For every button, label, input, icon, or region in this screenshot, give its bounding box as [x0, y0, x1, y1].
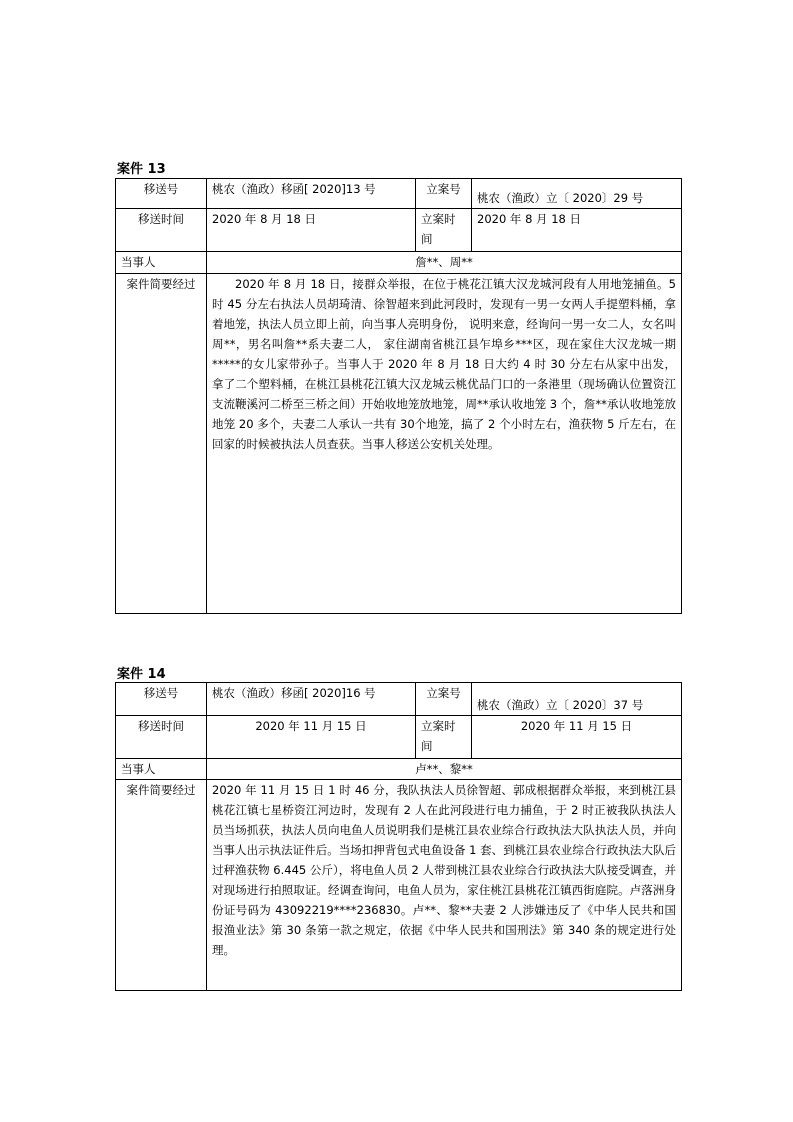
case14-title: 案件 14	[117, 667, 166, 682]
case13-party: 詹**、周**	[207, 252, 682, 274]
case13-filing-time-label-1: 立案时	[421, 212, 456, 226]
case14-summary: 2020 年 11 月 15 日 1 时 46 分，我队执法人员徐智超、郭成根据群众举报，来到桃江县桃花江镇七星桥资江河边时，发现有 2 人在此河段进行电力捕鱼，于 2 时正被我队执法人员当场抓获，执法人员向电鱼人员说明我们是桃江县农业综合行政执法大队执法人员，并向当事人出示执法证件后。当场扣押背包式电鱼设备 1 套、到桃江县农业综合行政执法大队后过秤渔获物 6.445 公斤），将电鱼人员 2 人带到桃江县农业综合行政执法大队接受调查，并对现场进行拍照取证。经调查询问，电鱼人员为，家住桃江县桃花江镇西街庭院。卢落洲身份证号码为 43092219****236830。卢**、黎**夫妻 2 人涉嫌违反了《中华人民共和国报渔业法》第 30 条第一款之规定，依据《中华人民共和国刑法》第 340 条的规定进行处理。	[207, 780, 682, 991]
case14-transfer-time: 2020 年 11 月 15 日	[207, 716, 416, 759]
case14-transfer-no-label: 移送号	[116, 683, 207, 716]
case13-transfer-time-label: 移送时间	[116, 209, 207, 252]
case14-filing-time-label	[416, 716, 472, 759]
case13-party-label: 当事人	[116, 252, 207, 274]
case14-transfer-no: 桃农（渔政）移函[ 2020]16 号	[207, 683, 416, 716]
case14-filing-no: 桃农（渔政）立〔 2020〕37 号	[472, 683, 682, 716]
case13-transfer-time: 2020 年 8 月 18 日	[207, 209, 416, 252]
case13-filing-time-label	[416, 209, 472, 252]
case14-transfer-time-label: 移送时间	[116, 716, 207, 759]
case14-filing-time-label-2: 间	[421, 739, 433, 753]
case13-transfer-no: 桃农（渔政）移函[ 2020]13 号	[207, 179, 416, 209]
case13-table	[115, 178, 682, 614]
case13-summary-label: 案件简要经过	[116, 274, 207, 614]
case13-filing-no: 桃农（渔政）立〔 2020〕29 号	[472, 179, 682, 209]
case13-filing-no-label: 立案号	[416, 179, 472, 209]
case13-filing-time-label-2: 间	[421, 232, 433, 246]
case14-filing-time-label-1: 立案时	[421, 719, 456, 733]
case14-filing-time: 2020 年 11 月 15 日	[472, 716, 682, 759]
case14-filing-no-label: 立案号	[416, 683, 472, 716]
case13-filing-time: 2020 年 8 月 18 日	[472, 209, 682, 252]
case14-party: 卢**、黎**	[207, 759, 682, 780]
case14-summary-label: 案件简要经过	[116, 780, 207, 991]
case14-party-label: 当事人	[116, 759, 207, 780]
case14-table	[115, 682, 682, 991]
case13-summary: 2020 年 8 月 18 日，接群众举报，在位于桃花江镇大汉龙城河段有人用地笼捕鱼。5 时 45 分左右执法人员胡琦清、徐智超来到此河段时，发现有一男一女两人手提塑料桶，拿着地笼，执法人员立即上前，向当事人亮明身份， 说明来意，经询问一男一女二人，女名叫周**，男名叫詹**系夫妻二人， 家住湖南省桃江县乍埠乡***区，现在家住大汉龙城一期*****的女儿家带孙子。当事人于 2020 年 8 月 18 日大约 4 时 30 分左右从家中出发， 拿了二个塑料桶，在桃江县桃花江镇大汉龙城云桃优品门口的一条港里（现场确认位置资江支流鞭溪河二桥至三桥之间）开始收地笼放地笼，周**承认收地笼 3 个，詹**承认收地笼放地笼 20 多个，夫妻二人承认一共有 30个地笼，搞了 2 个小时左右，渔获物 5 斤左右，在回家的时候被执法人员查获。当事人移送公安机关处理。	[207, 274, 682, 614]
case13-title: 案件 13	[117, 162, 166, 177]
case13-transfer-no-label: 移送号	[116, 179, 207, 209]
